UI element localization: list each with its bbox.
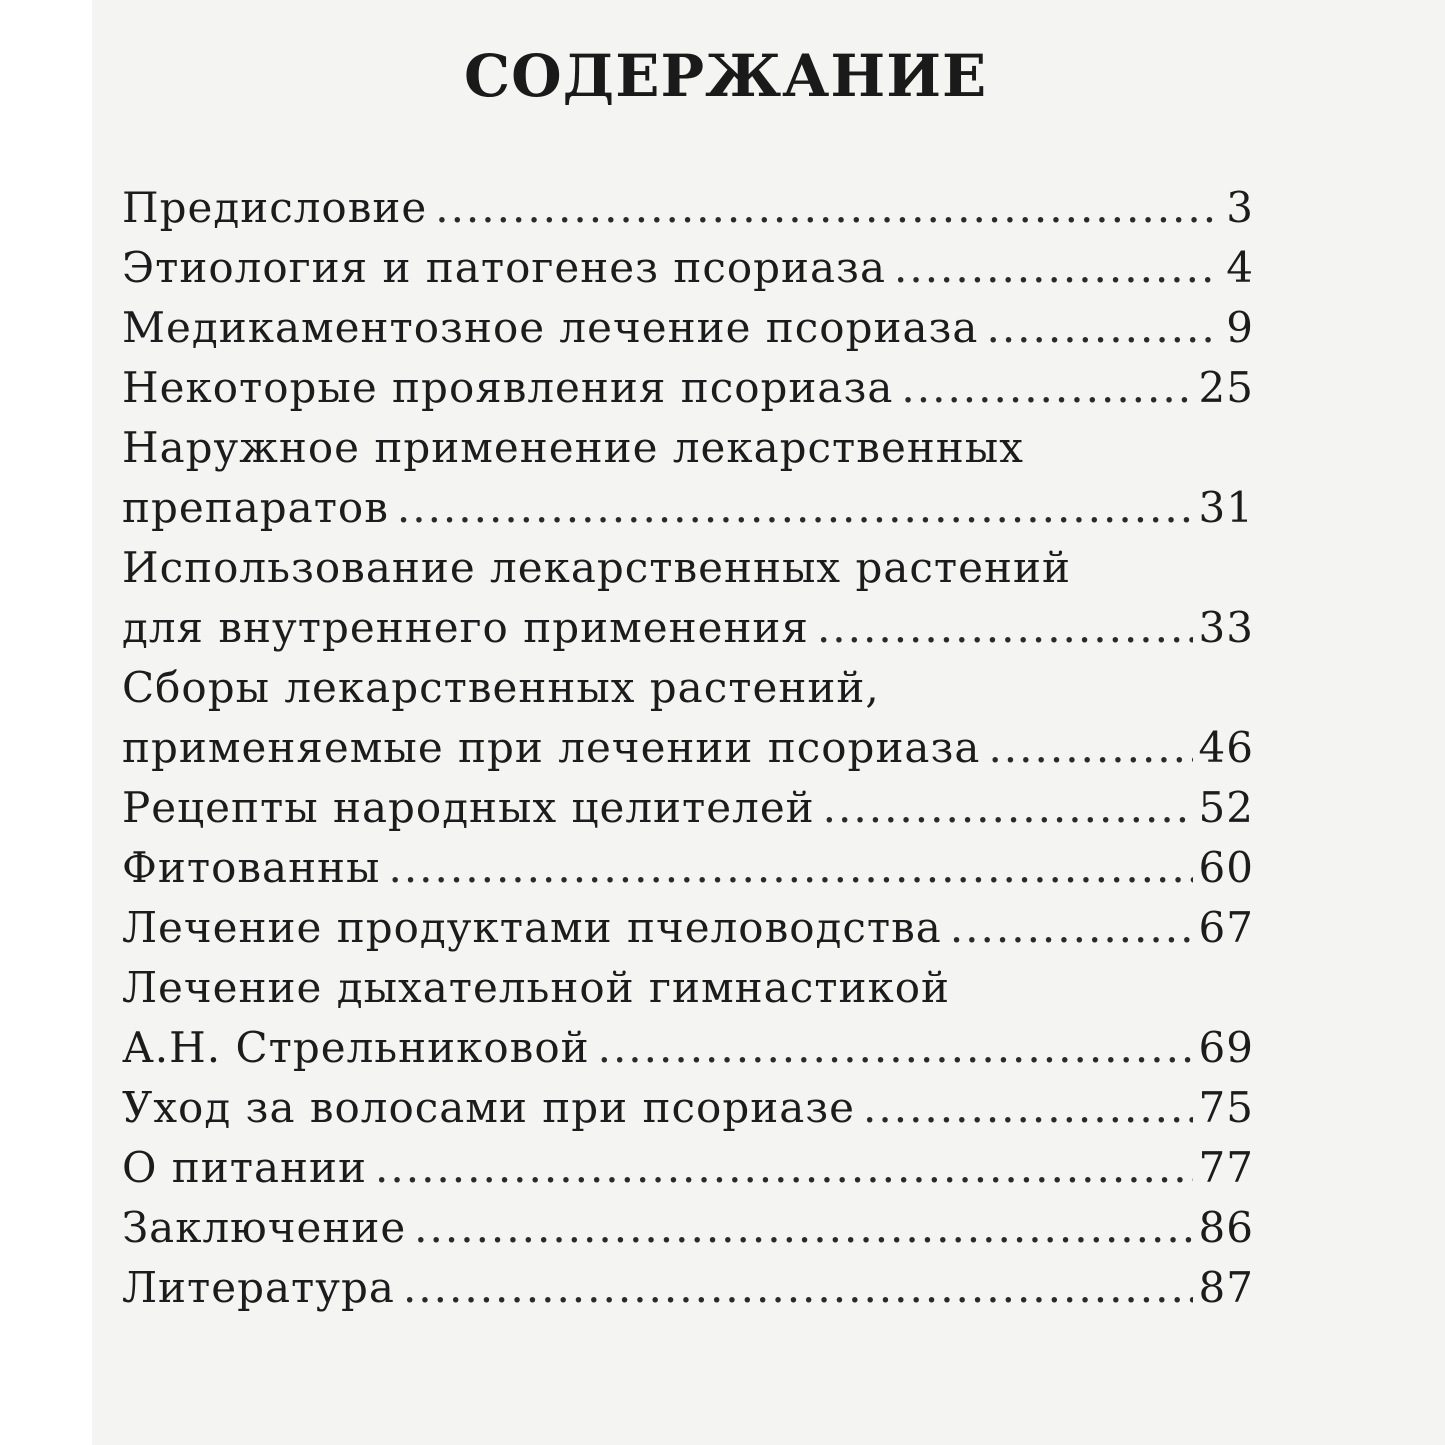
- table-of-contents: [122, 178, 1254, 1318]
- dot-leader: [986, 298, 1220, 358]
- toc-entry: [122, 238, 1254, 298]
- toc-page-number: 9: [1226, 303, 1254, 352]
- dot-leader: [894, 238, 1220, 298]
- toc-entry-title: для внутреннего применения: [122, 603, 809, 652]
- toc-entry-title: Некоторые проявления псориаза: [122, 363, 894, 412]
- dot-leader: [435, 178, 1220, 238]
- dot-leader: [388, 838, 1192, 898]
- toc-page-number: 87: [1198, 1263, 1254, 1312]
- dot-leader: [414, 1198, 1192, 1258]
- toc-entry-title: Предисловие: [122, 183, 428, 232]
- toc-entry: [122, 418, 1254, 478]
- toc-entry: [122, 1018, 1254, 1078]
- toc-entry-title: Медикаментозное лечение псориаза: [122, 303, 979, 352]
- toc-entry: [122, 718, 1254, 778]
- toc-entry: [122, 358, 1254, 418]
- toc-entry-title: Рецепты народных целителей: [122, 783, 815, 832]
- toc-entry-title: применяемые при лечении псориаза: [122, 723, 981, 772]
- dot-leader: [863, 1078, 1193, 1138]
- toc-page-number: 69: [1198, 1023, 1254, 1072]
- toc-page-number: 60: [1198, 843, 1254, 892]
- dot-leader: [950, 898, 1193, 958]
- toc-page-number: 3: [1226, 183, 1254, 232]
- dot-leader: [598, 1018, 1193, 1078]
- scan-margin: [0, 0, 92, 1445]
- toc-page-number: 75: [1198, 1083, 1254, 1132]
- toc-entry-title: Лечение продуктами пчеловодства: [122, 903, 942, 952]
- toc-page-number: 33: [1198, 603, 1254, 652]
- toc-page-number: 46: [1198, 723, 1254, 772]
- dot-leader: [988, 718, 1192, 778]
- toc-entry-title: Фитованны: [122, 843, 381, 892]
- toc-entry-title: Этиология и патогенез псориаза: [122, 243, 886, 292]
- toc-entry-title: Использование лекарственных растений: [122, 543, 1071, 592]
- toc-entry: [122, 658, 1254, 718]
- toc-page-number: 77: [1198, 1143, 1254, 1192]
- toc-entry-title: Лечение дыхательной гимнастикой: [122, 963, 950, 1012]
- toc-entry: [122, 1198, 1254, 1258]
- toc-entry-title: Сборы лекарственных растений,: [122, 663, 880, 712]
- toc-entry: [122, 1258, 1254, 1318]
- toc-page-number: 67: [1198, 903, 1254, 952]
- toc-entry-title: Заключение: [122, 1203, 407, 1252]
- toc-entry: [122, 298, 1254, 358]
- page-title: СОДЕРЖАНИЕ: [464, 42, 988, 110]
- toc-entry: [122, 598, 1254, 658]
- toc-entry-title: Наружное применение лекарственных: [122, 423, 1024, 472]
- dot-leader: [817, 598, 1193, 658]
- toc-entry-title: препаратов: [122, 483, 389, 532]
- dot-leader: [375, 1138, 1193, 1198]
- toc-entry-title: Литература: [122, 1263, 395, 1312]
- dot-leader: [823, 778, 1193, 838]
- dot-leader: [901, 358, 1192, 418]
- toc-entry: [122, 958, 1254, 1018]
- toc-page-number: 86: [1198, 1203, 1254, 1252]
- toc-entry-title: Уход за волосами при псориазе: [122, 1083, 856, 1132]
- toc-page-number: 4: [1226, 243, 1254, 292]
- dot-leader: [397, 478, 1193, 538]
- toc-entry-title: А.Н. Стрельниковой: [122, 1023, 590, 1072]
- toc-page-number: 52: [1198, 783, 1254, 832]
- toc-entry: [122, 898, 1254, 958]
- toc-entry: [122, 778, 1254, 838]
- dot-leader: [403, 1258, 1193, 1318]
- toc-page-number: 31: [1198, 483, 1254, 532]
- toc-entry: [122, 838, 1254, 898]
- toc-entry: [122, 538, 1254, 598]
- toc-entry: [122, 478, 1254, 538]
- toc-entry: [122, 1138, 1254, 1198]
- toc-page-number: 25: [1198, 363, 1254, 412]
- toc-entry: [122, 178, 1254, 238]
- toc-entry: [122, 1078, 1254, 1138]
- toc-entry-title: О питании: [122, 1143, 368, 1192]
